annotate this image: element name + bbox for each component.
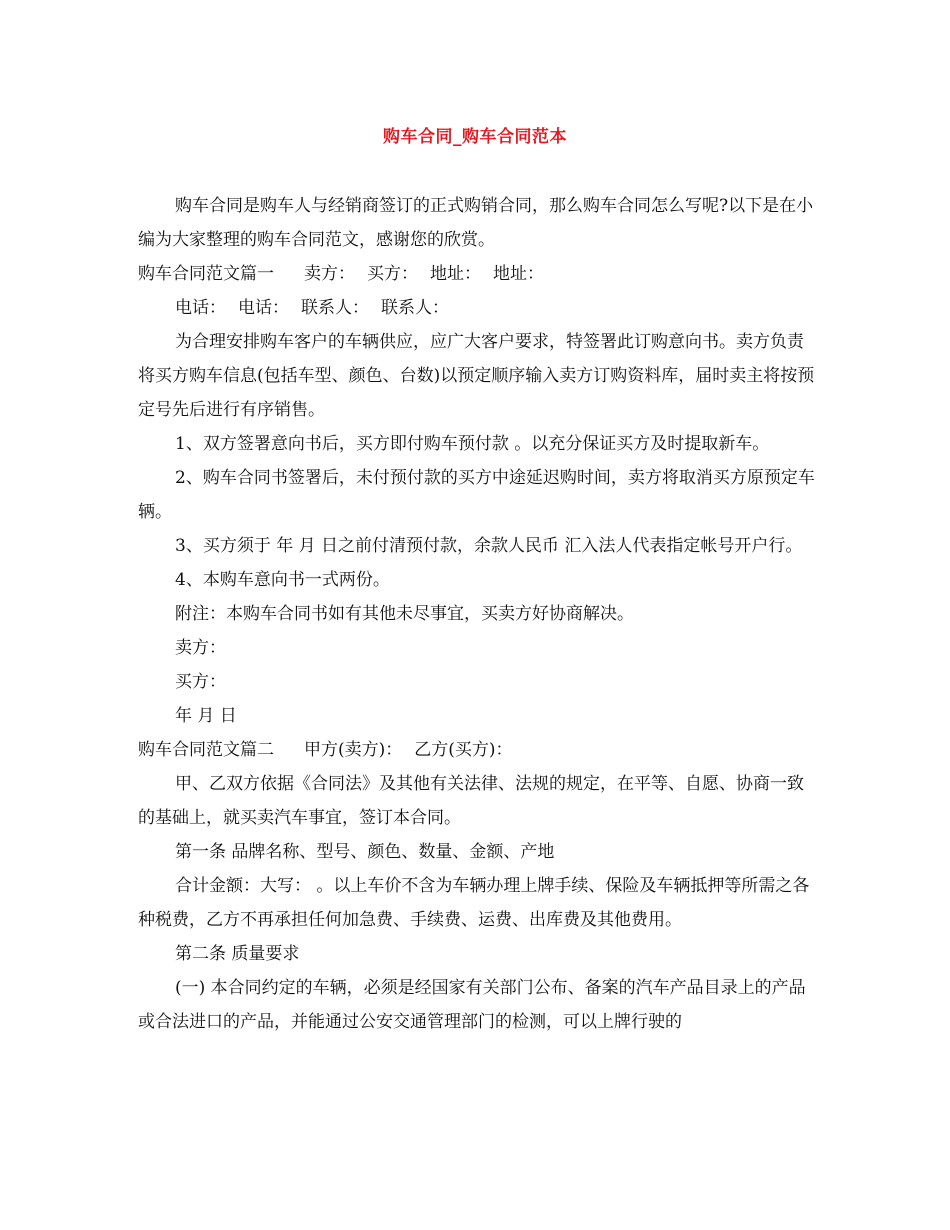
clause-3: 3、买方须于 年 月 日之前付清预付款，余款人民币 汇入法人代表指定帐号开户行。 xyxy=(175,536,803,556)
seller-label: 卖方： xyxy=(304,264,355,284)
contact-person-label: 联系人： xyxy=(301,298,369,318)
seller-signature-line: 卖方： xyxy=(175,638,226,658)
address-label: 地址： xyxy=(430,264,481,284)
article-1-heading: 第一条 品牌名称、型号、颜色、数量、金额、产地 xyxy=(175,842,555,862)
clause-1: 1、双方签署意向书后，买方即付购车预付款 。以充分保证买方及时提取新车。 xyxy=(175,434,770,454)
document-body xyxy=(138,189,818,1039)
section2-heading: 购车合同范文篇二 xyxy=(138,740,274,760)
contact-person-label: 联系人： xyxy=(381,298,449,318)
quality-paragraph: (一) 本合同约定的车辆，必须是经国家有关部门公布、备案的汽车产品目录上的产品或合法进口的产品，并能通过公安交通管理部门的检测，可以上牌行驶的 xyxy=(138,978,806,1032)
article-2-heading: 第二条 质量要求 xyxy=(175,944,300,964)
clause-2: 2、购车合同书签署后，未付预付款的买方中途延迟购时间，卖方将取消买方原预定车辆。 xyxy=(138,468,815,522)
section2-header-line xyxy=(138,733,818,767)
address-label: 地址： xyxy=(493,264,544,284)
purpose-paragraph: 为合理安排购车客户的车辆供应，应广大客户要求，特签署此订购意向书。卖方负责将买方购车信息(包括车型、颜色、台数)以预定顺序输入卖方订购资料库，届时卖主将按预定号先后进行有序销售。 xyxy=(138,332,815,420)
document-title: 购车合同_购车合同范本 xyxy=(383,127,567,147)
phone-label: 电话： xyxy=(238,298,289,318)
buyer-signature-line: 买方： xyxy=(175,672,226,692)
date-line: 年 月 日 xyxy=(175,706,237,726)
total-amount-paragraph: 合计金额：大写： 。以上车价不含为车辆办理上牌手续、保险及车辆抵押等所需之各种税费，乙方不再承担任何加急费、手续费、运费、出库费及其他费用。 xyxy=(138,876,810,930)
phone-label: 电话： xyxy=(175,298,226,318)
section1-header-line xyxy=(138,257,818,291)
clause-4: 4、本购车意向书一式两份。 xyxy=(175,570,390,590)
contact-line xyxy=(138,291,818,325)
buyer-label: 买方： xyxy=(367,264,418,284)
section1-heading: 购车合同范文篇一 xyxy=(138,264,274,284)
party-b-label: 乙方(买方)： xyxy=(414,740,513,760)
note-paragraph: 附注：本购车合同书如有其他未尽事宜，买卖方好协商解决。 xyxy=(175,604,634,624)
party-a-label: 甲方(卖方)： xyxy=(304,740,403,760)
intro-paragraph: 购车合同是购车人与经销商签订的正式购销合同，那么购车合同怎么写呢?以下是在小编为大家整理的购车合同范文，感谢您的欣赏。 xyxy=(138,196,814,250)
basis-paragraph: 甲、乙双方依据《合同法》及其他有关法律、法规的规定，在平等、自愿、协商一致的基础上，就买卖汽车事宜，签订本合同。 xyxy=(138,774,804,828)
